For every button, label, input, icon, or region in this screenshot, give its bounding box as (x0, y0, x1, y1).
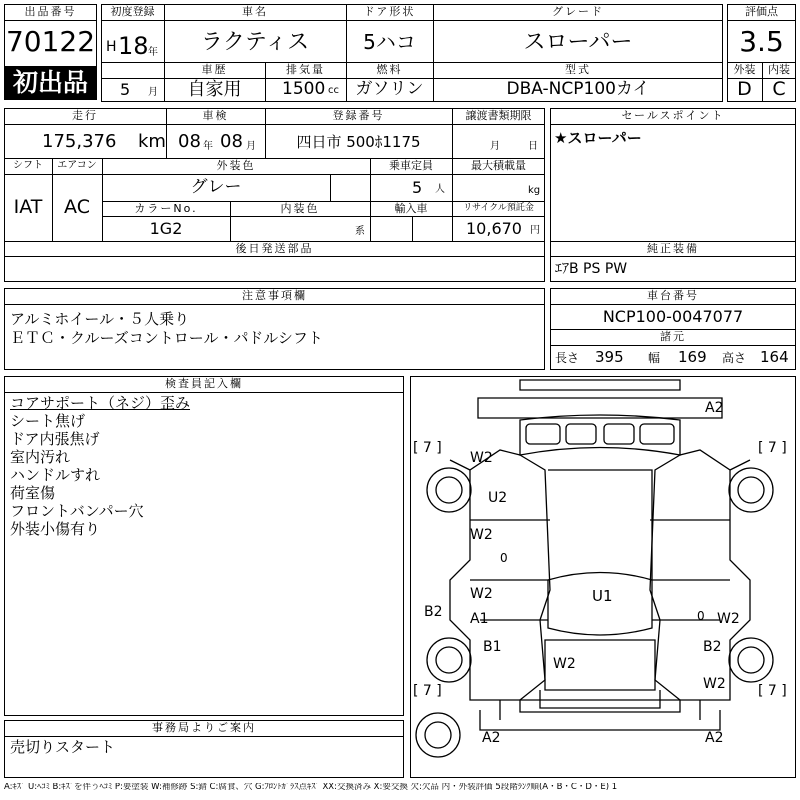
capacity: 5 (412, 178, 423, 197)
mark-zero-left: 0 (500, 551, 508, 565)
length-label: 長さ (555, 351, 580, 365)
model-label: 型式 (565, 63, 591, 76)
mark-seven-bl: [ 7 ] (413, 683, 442, 699)
mark-b2-left: B2 (424, 604, 443, 620)
fuel: ガソリン (355, 79, 424, 99)
transfer-day-unit: 日 (528, 141, 538, 152)
inspector-line-2: シート焦げ (10, 412, 86, 430)
grade-label: グレード (552, 5, 604, 18)
displacement-unit: cc (328, 85, 339, 96)
first-reg-label: 初度登録 (110, 5, 155, 18)
mileage: 175,376 (42, 131, 117, 152)
car-name: ラクティス (200, 30, 310, 55)
inspection-label: 車検 (202, 109, 229, 122)
grade: スローパー (523, 30, 633, 55)
mark-u1: U1 (592, 587, 613, 605)
office-note: 売切りスタート (10, 738, 116, 756)
inspector-label: 検査員記入欄 (165, 377, 243, 390)
mark-seven-tl: [ 7 ] (413, 440, 442, 456)
inspector-line-1: コアサポート（ネジ）歪み (10, 394, 191, 412)
color-no-label: カラーNo. (134, 202, 198, 215)
mark-w2-right: W2 (717, 611, 740, 627)
sales-point-label: セールスポイント (621, 109, 725, 122)
mileage-label: 走行 (72, 109, 98, 122)
mark-u2: U2 (488, 490, 508, 506)
equipment: ｴｱB PS PW (555, 261, 628, 277)
door-label: ドア形状 (363, 5, 416, 18)
mark-a2-top: A2 (705, 400, 724, 416)
ext-color-label: 外装色 (216, 159, 256, 172)
ext-label: 外装 (733, 63, 756, 76)
mark-b1: B1 (483, 639, 502, 655)
mark-w2-bottom: W2 (553, 656, 576, 672)
score: 3.5 (739, 25, 784, 58)
lot-no: 70122 (5, 25, 96, 58)
int-color-label: 内装色 (280, 202, 320, 215)
capacity-unit: 人 (435, 184, 445, 195)
displacement: 1500 (282, 79, 326, 99)
car-name-label: 車名 (242, 5, 268, 18)
reg-year: 18 (118, 32, 149, 60)
transfer-label: 譲渡書類期限 (465, 109, 532, 122)
insp-month: 08 (220, 131, 243, 152)
int-grade: C (772, 78, 786, 100)
lot-no-label: 出品番号 (24, 5, 77, 18)
length: 395 (595, 348, 624, 366)
sales-point: ★スローパー (554, 129, 642, 147)
mark-w2-left-roof: W2 (470, 586, 493, 602)
model: DBA-NCP100カイ (506, 79, 650, 99)
mileage-unit: km (138, 131, 166, 152)
insp-month-unit: 月 (246, 141, 256, 152)
recycle: 10,670 (466, 219, 522, 238)
recycle-label: リサイクル預託金 (463, 203, 534, 213)
notes-label: 注意事項欄 (242, 289, 307, 302)
mark-w2-front-left: W2 (470, 450, 493, 466)
insp-year: 08 (178, 131, 201, 152)
mark-a2-bl: A2 (482, 730, 501, 746)
notes-line-2: ＥＴＣ・クルーズコントロール・パドルシフト (10, 329, 323, 347)
mark-w2-mid-left: W2 (470, 527, 493, 543)
color-no: 1G2 (149, 219, 183, 238)
first-listing-badge: 初出品 (4, 66, 97, 100)
era: H (106, 39, 117, 55)
mark-b2-right: B2 (703, 639, 722, 655)
max-load-unit: kg (528, 185, 541, 196)
notes-line-1: アルミホイール・５人乗り (10, 310, 190, 328)
insp-year-unit: 年 (203, 141, 213, 152)
mark-a2-br: A2 (705, 730, 724, 746)
import-label: 輸入車 (394, 202, 428, 215)
int-label: 内装 (768, 63, 790, 76)
mark-seven-tr: [ 7 ] (758, 440, 787, 456)
inspector-line-3: ドア内張焦げ (10, 430, 100, 448)
chassis-label: 車台番号 (647, 289, 699, 302)
legend: A:ｷｽﾞ U:ﾍｺﾐ B:ｷｽﾞを伴うﾍｺﾐ P:要塗装 W:補修跡 S:錆 C:腐食、穴 G:ﾌﾛﾝﾄｶﾞﾗｽ点ｷｽﾞ XX:交換済み X:要交換 欠:欠品 内・外装評価 5段階ﾗﾝｸ順(A・B・C・D・E) 1 (4, 783, 618, 792)
mark-w2-bottom-right: W2 (703, 676, 726, 692)
reg-month: 5 (120, 80, 131, 99)
office-label: 事務局よりご案内 (152, 721, 256, 734)
displacement-label: 排気量 (286, 63, 325, 76)
inspector-line-5: ハンドルすれ (10, 466, 101, 484)
transfer-month-unit: 月 (490, 141, 500, 152)
mark-seven-br: [ 7 ] (758, 683, 787, 699)
width: 169 (678, 348, 707, 366)
aircon: AC (64, 196, 90, 218)
inspector-line-8: 外装小傷有り (10, 520, 101, 538)
inspector-line-7: フロントバンパー穴 (10, 502, 144, 520)
max-load-label: 最大積載量 (471, 159, 526, 172)
plate: 四日市 500ﾎ1175 (296, 133, 421, 151)
recycle-unit: 円 (530, 225, 540, 236)
chassis: NCP100-0047077 (602, 307, 744, 326)
inspector-line-6: 荷室傷 (10, 484, 56, 502)
score-label: 評価点 (745, 5, 778, 18)
ext-color: グレー (190, 177, 242, 197)
inspector-line-4: 室内汚れ (10, 448, 71, 466)
reg-year-unit: 年 (148, 47, 158, 58)
height: 164 (760, 348, 789, 366)
height-label: 高さ (722, 351, 747, 365)
mark-zero-right: 0 (697, 609, 705, 623)
specs-label: 諸元 (660, 330, 686, 343)
history: 自家用 (187, 79, 242, 100)
capacity-label: 乗車定員 (389, 159, 433, 172)
later-parts-label: 後日発送部品 (235, 242, 314, 255)
mark-a1: A1 (470, 611, 489, 627)
int-color-unit: 系 (355, 226, 365, 237)
reg-month-unit: 月 (148, 87, 158, 98)
ext-grade: D (737, 78, 752, 100)
plate-label: 登録番号 (332, 109, 385, 122)
shift-label: シフト (13, 160, 43, 171)
width-label: 幅 (648, 351, 661, 365)
aircon-label: エアコン (57, 160, 97, 171)
fuel-label: 燃料 (376, 63, 403, 76)
equipment-label: 純正装備 (647, 242, 699, 255)
shift: IAT (13, 196, 43, 218)
history-label: 車歴 (201, 63, 228, 76)
door: 5ハコ (363, 30, 416, 54)
